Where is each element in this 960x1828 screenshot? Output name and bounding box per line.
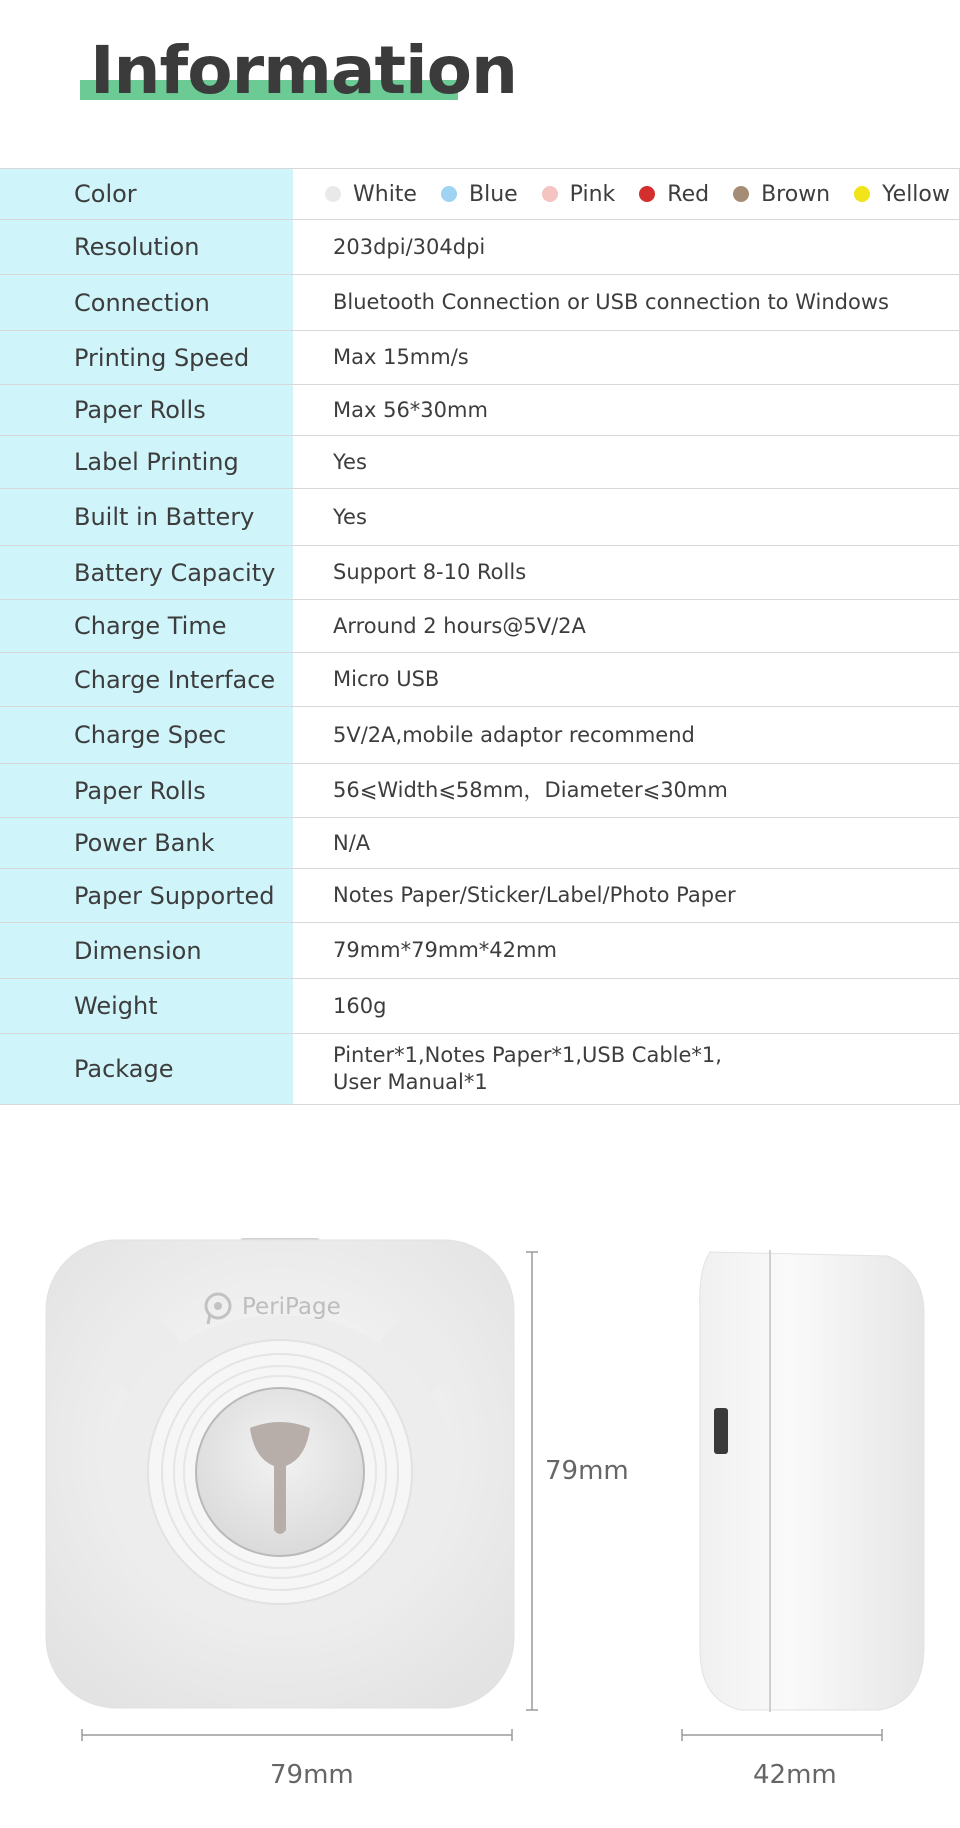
width-dimension-label: 79mm (270, 1760, 354, 1790)
spec-value-text: Yes (333, 449, 367, 474)
spec-value (293, 818, 959, 868)
spec-value-text: 79mm*79mm*42mm (333, 938, 557, 962)
color-name: White (353, 181, 417, 207)
color-dot-icon (854, 186, 870, 202)
spec-label: Color (0, 169, 293, 219)
spec-row (0, 385, 959, 436)
product-side-view (660, 1210, 960, 1820)
printer-front-illustration (0, 1210, 560, 1820)
color-option (733, 181, 830, 208)
spec-value-text: Notes Paper/Sticker/Label/Photo Paper (333, 883, 736, 907)
spec-value-text: Micro USB (333, 667, 440, 691)
page-title: Information (90, 32, 517, 109)
color-dot-icon (639, 186, 655, 202)
spec-label: Charge Time (0, 600, 293, 652)
spec-value (293, 764, 959, 817)
color-dot-icon (542, 186, 558, 202)
color-dot-icon (733, 186, 749, 202)
spec-value (293, 436, 959, 488)
spec-label: Paper Supported (0, 869, 293, 922)
spec-value (293, 979, 959, 1033)
height-dimension-label: 79mm (545, 1456, 629, 1486)
spec-value-line: User Manual*1 (333, 1070, 488, 1094)
spec-value-text: 160g (333, 993, 387, 1018)
spec-value-text: Max 56*30mm (333, 397, 488, 422)
printer-side-illustration (660, 1210, 960, 1820)
spec-row (0, 1034, 959, 1105)
spec-row (0, 489, 959, 546)
spec-value (293, 600, 959, 652)
spec-value-text: N/A (333, 830, 371, 855)
spec-label: Paper Rolls (0, 385, 293, 435)
spec-value-text: Support 8-10 Rolls (333, 560, 527, 584)
spec-row (0, 546, 959, 600)
spec-label: Resolution (0, 220, 293, 274)
spec-row (0, 818, 959, 869)
usb-port (714, 1408, 728, 1454)
spec-label: Built in Battery (0, 489, 293, 545)
spec-value (293, 220, 959, 274)
spec-label: Connection (0, 275, 293, 330)
spec-value-text: Bluetooth Connection or USB connection to Windows (333, 290, 889, 314)
spec-value-text: 203dpi/304dpi (333, 234, 486, 259)
color-dot-icon (441, 186, 457, 202)
spec-value (293, 707, 959, 763)
spec-row (0, 707, 959, 764)
color-options (325, 181, 960, 208)
spec-value-text: Yes (333, 504, 367, 529)
color-option (854, 181, 950, 208)
spec-row (0, 869, 959, 923)
brand-name: PeriPage (242, 1294, 341, 1320)
color-dot-icon (325, 186, 341, 202)
color-name: Blue (468, 181, 518, 207)
spec-value (293, 275, 959, 330)
spec-label: Package (0, 1034, 293, 1104)
color-name: Brown (761, 181, 831, 207)
spec-value-lines (333, 1042, 722, 1096)
depth-dimension-label: 42mm (753, 1760, 837, 1790)
color-name: Yellow (882, 181, 950, 207)
spec-row (0, 436, 959, 489)
spec-label: Printing Speed (0, 331, 293, 384)
color-name: Pink (569, 181, 616, 207)
spec-row (0, 220, 959, 275)
spec-value-text: 5V/2A,mobile adaptor recommend (333, 722, 695, 747)
spec-value-text: Max 15mm/s (333, 345, 469, 369)
color-name: Red (667, 181, 710, 207)
spec-value (293, 385, 959, 435)
color-option (441, 181, 518, 208)
spec-label: Charge Interface (0, 653, 293, 706)
spec-value (293, 169, 960, 219)
spec-label: Label Printing (0, 436, 293, 488)
spec-value-text: Arround 2 hours@5V/2A (333, 613, 586, 638)
spec-value (293, 489, 959, 545)
spec-row (0, 979, 959, 1034)
spec-row (0, 600, 959, 653)
spec-table (0, 168, 960, 1105)
spec-label: Dimension (0, 923, 293, 978)
spec-label: Power Bank (0, 818, 293, 868)
spec-row (0, 764, 959, 818)
spec-label: Weight (0, 979, 293, 1033)
spec-row (0, 169, 959, 220)
spec-value (293, 546, 959, 599)
spec-value (293, 1034, 959, 1104)
spec-row (0, 275, 959, 331)
printer-side-body (700, 1252, 924, 1710)
spec-row (0, 331, 959, 385)
spec-row (0, 653, 959, 707)
spec-value (293, 923, 959, 978)
spec-label: Battery Capacity (0, 546, 293, 599)
product-front-view (0, 1210, 629, 1820)
color-option (325, 181, 417, 208)
color-option (542, 181, 616, 208)
heading-block (80, 28, 517, 109)
spec-value (293, 869, 959, 922)
spec-label: Charge Spec (0, 707, 293, 763)
spec-row (0, 923, 959, 979)
spec-value-line: Pinter*1,Notes Paper*1,USB Cable*1, (333, 1043, 722, 1067)
color-option (639, 181, 709, 208)
spec-value (293, 653, 959, 706)
spec-label: Paper Rolls (0, 764, 293, 817)
spec-value (293, 331, 959, 384)
spec-value-text: 56⩽Width⩽58mm，Diameter⩽30mm (333, 778, 728, 802)
